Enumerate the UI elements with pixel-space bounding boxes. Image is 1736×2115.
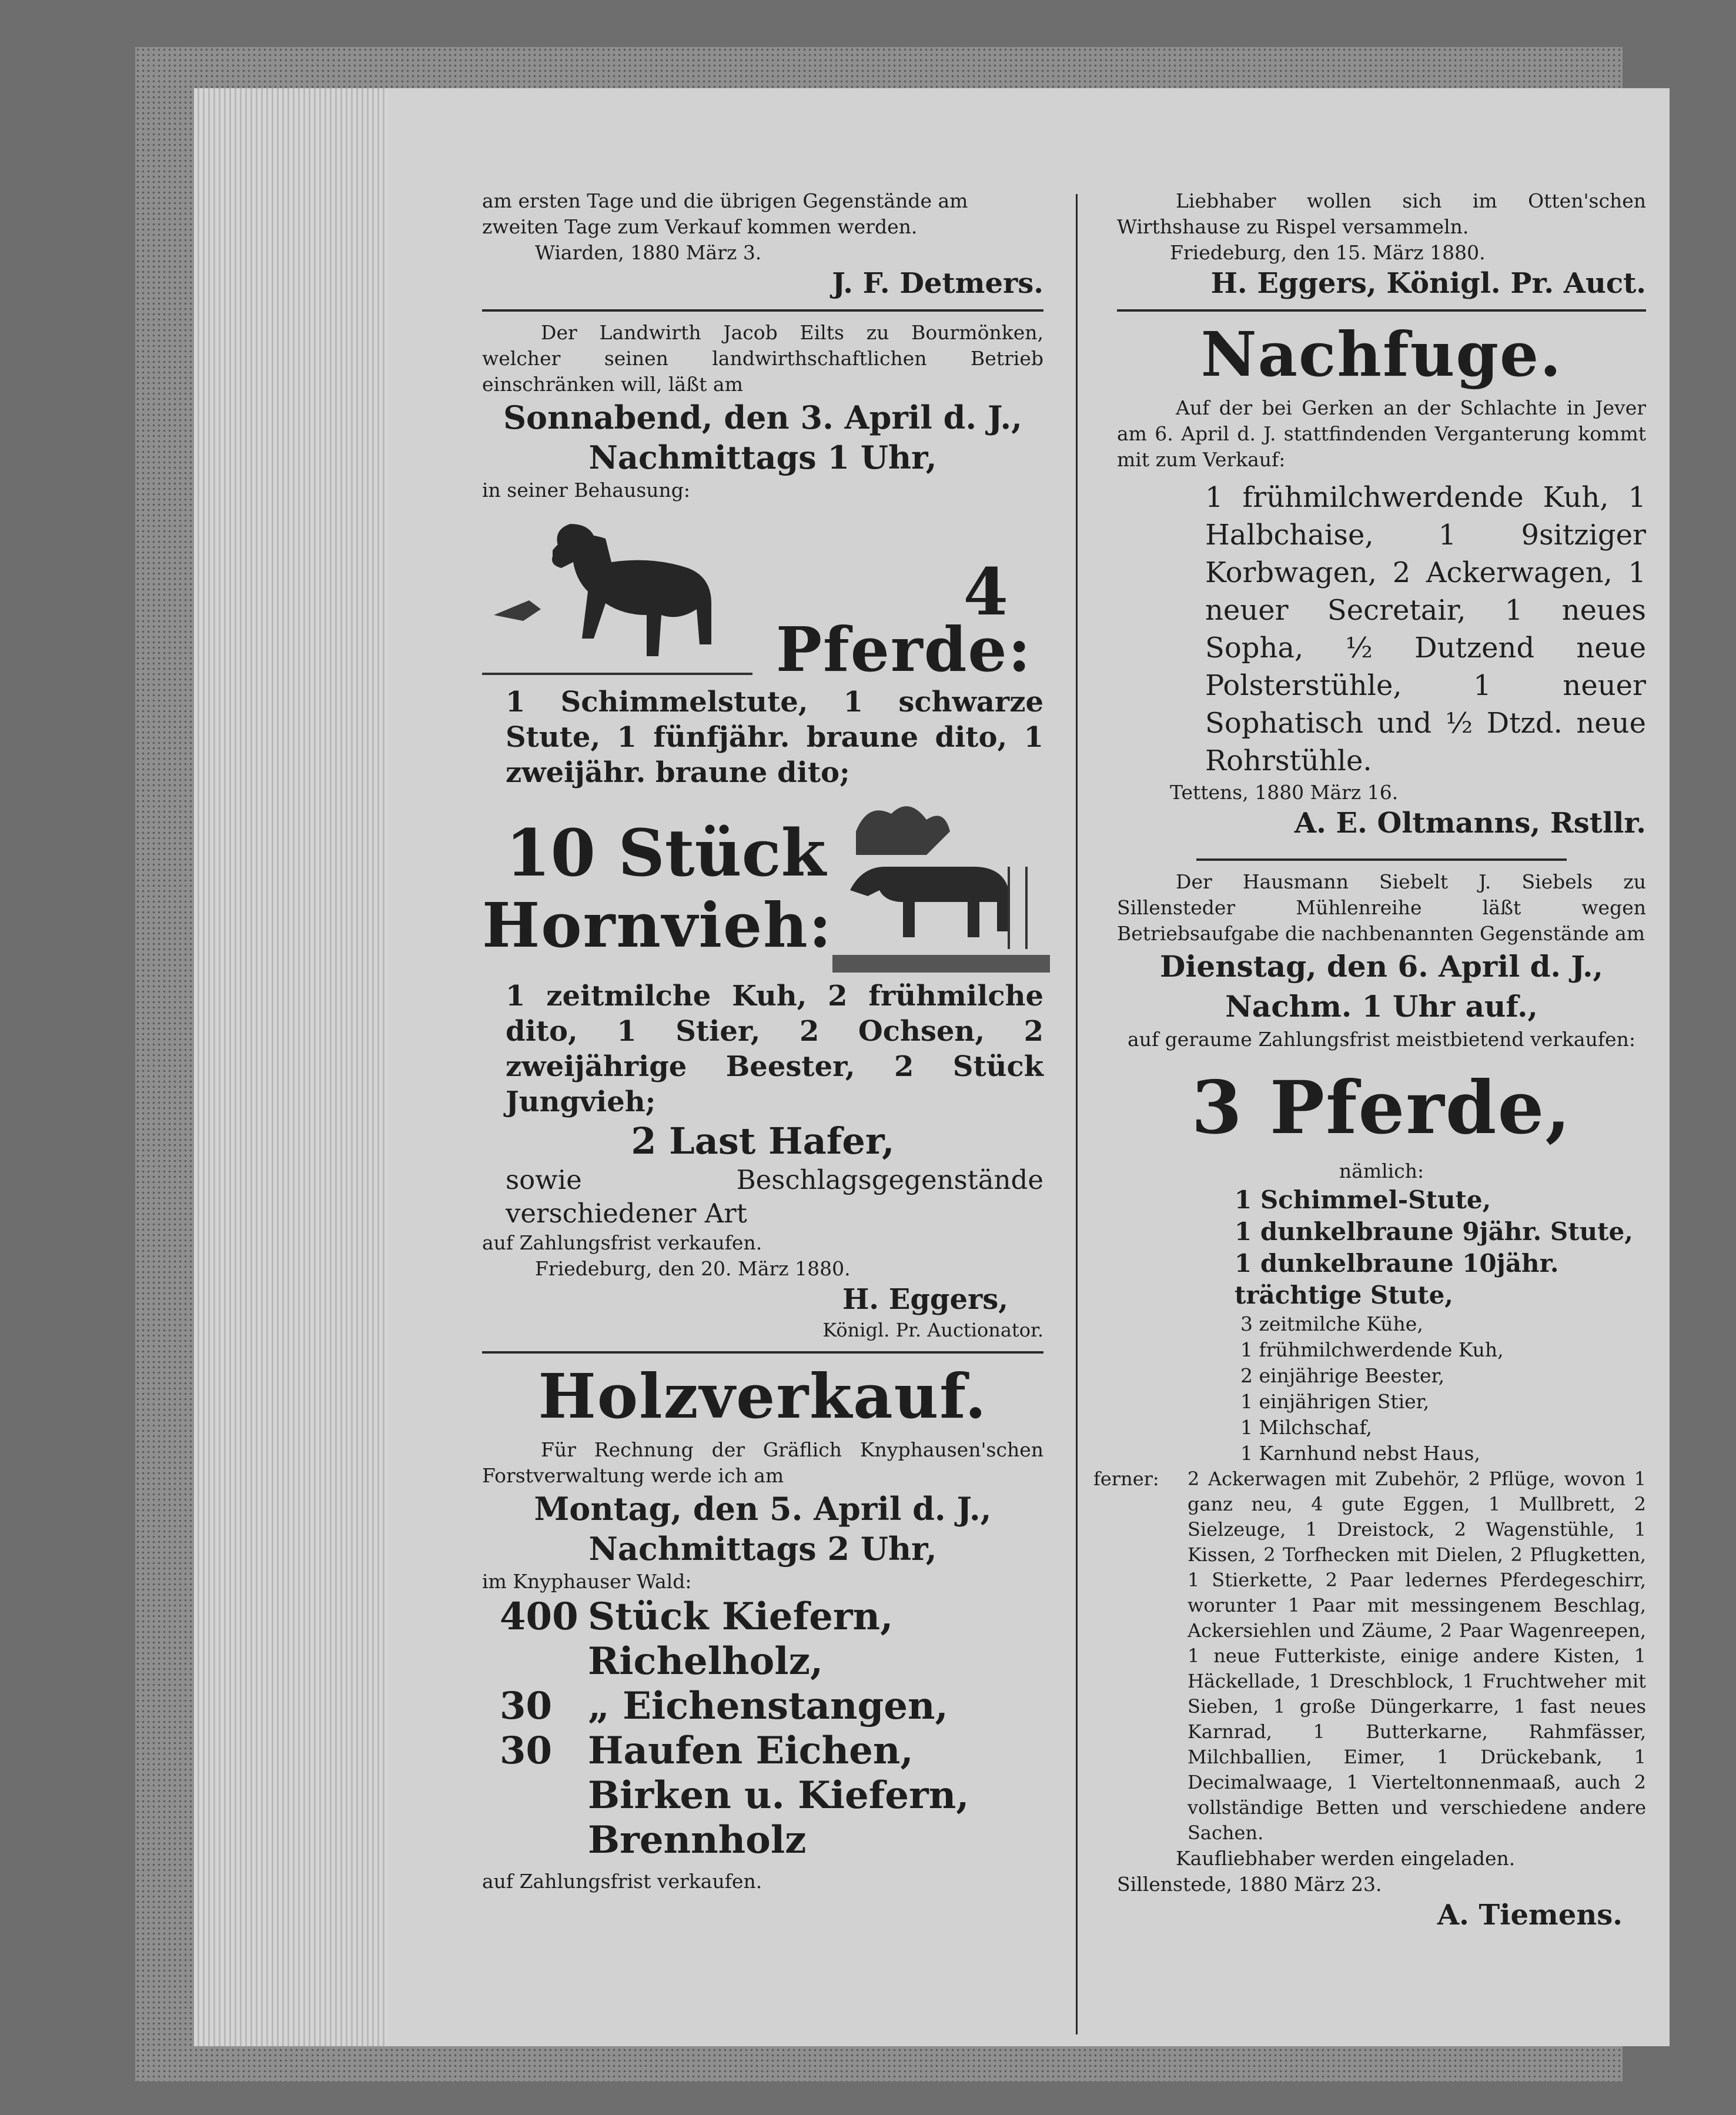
nachfuge-heading: Nachfuge. [1200,318,1563,390]
cattle-heading: Hornvieh: [482,888,833,961]
further-label: ferner: [1093,1468,1159,1490]
wood-quantity: 30 [500,1729,553,1773]
ad-intro: Auf der bei Gerken an der Schlachte in Jever am 6. April d. J. stattfindenden Verganterung kommt mit zum Verkauf: [1117,396,1646,471]
wood-description: „ Eichenstangen, [588,1684,948,1728]
ad-intro: Der Landwirth Jacob Eilts zu Bourmönken, welcher seinen landwirthschaftlichen Betrieb einschränken will, läßt am [482,321,1043,396]
right-column [1093,188,1646,1933]
animal-item: 1 frühmilchwerdende Kuh, [1240,1338,1504,1361]
ad-rispel [1117,188,1646,301]
horse-item: 1 dunkelbraune 10jähr. trächtige Stute, [1235,1249,1559,1309]
cattle-row [482,796,1043,978]
ad-nachfuge [1117,320,1646,841]
column-divider [1076,194,1078,2034]
auction-time: Nachm. 1 Uhr auf., [1225,989,1538,1024]
horse-item: 1 dunkelbraune 9jähr. Stute, [1235,1217,1633,1246]
ad-separator [1196,858,1567,861]
further-text: 2 Ackerwagen mit Zubehör, 2 Pflüge, wovon 1 ganz neu, 4 gute Eggen, 1 Mullbrett, 2 Sielzeuge, 1 Dreistock, 2 Wagenstühle, 1 Kissen, 2 Torfhecken mit Dielen, 2 Pflugketten, 1 Stierkette, 2 Paar ledernes Pferdegeschirr, worunter 1 Paar mit messingenem Beschlag, Ackersiehlen und Zäume, 2 Paar Wagenreepen, 1 neue Futterkiste, einige andere Kisten, 1 Häckellade, 1 Dreschblock, 1 Fruchtweher mit Sieben, 1 große Düngerkarre, 1 fast neues Karnrad, 1 Butterkarne, Rahmfässer, Milchballien, Eimer, 1 Drückebank, 1 Decimalwaage, 1 Vierteltonnenmaaß, auch 2 vollständige Betten und verschiedene andere Sachen. [1188,1468,1646,1844]
animal-item: 3 zeitmilche Kühe, [1240,1312,1423,1335]
ad-date: Sillenstede, 1880 März 23. [1117,1873,1382,1896]
animal-item: 2 einjährige Beester, [1240,1364,1445,1387]
invite-line: Kaufliebhaber werden eingeladen. [1176,1847,1516,1870]
further-items [1093,1466,1646,1846]
cattle-count: 10 Stück [506,814,826,891]
auction-day: Sonnabend, den 3. April d. J., [503,399,1022,436]
wood-item [482,1684,1043,1729]
animal-item: 1 einjährigen Stier, [1240,1390,1430,1413]
horse-heading: Pferde: [775,613,1032,686]
auction-time: Nachmittags 2 Uhr, [588,1530,937,1568]
wood-quantity: 30 [500,1684,553,1728]
ad-detmers [482,188,1043,301]
namely-label: nämlich: [1339,1160,1424,1182]
wood-description: Stück Kiefern, Richelholz, [588,1595,894,1683]
auction-terms: auf Zahlungsfrist verkaufen. [482,1870,762,1893]
auction-day: Dienstag, den 6. April d. J., [1160,949,1603,984]
horse-count: 4 [963,553,1008,630]
ad-signature: A. E. Oltmanns, Rstllr. [1294,807,1646,840]
cattle-items: 1 zeitmilche Kuh, 2 frühmilche dito, 1 Stier, 2 Ochsen, 2 zweijährige Beester, 2 Stück Jungvieh; [506,980,1043,1118]
auction-day: Montag, den 5. April d. J., [534,1490,992,1528]
ad-text-line: Liebhaber wollen sich im Otten'schen Wirthshause zu Rispel versammeln. [1117,189,1646,238]
ad-date: Wiarden, 1880 März 3. [535,241,762,264]
ad-intro: Der Hausmann Siebelt J. Siebels zu Sillensteder Mühlenreihe läßt wegen Betriebsaufgabe die nachbenannten Gegenstände am [1117,870,1646,945]
animal-item: 1 Karnhund nebst Haus, [1240,1442,1480,1465]
ad-separator [482,1351,1043,1354]
wood-quantity: 400 [500,1595,578,1639]
oats-item: 2 Last Hafer, [631,1120,895,1162]
ad-text-line: zweiten Tage zum Verkauf kommen werden. [482,215,918,238]
auction-place: im Knyphauser Wald: [482,1570,692,1593]
cattle-illustration [832,796,1050,978]
ad-date: Friedeburg, den 20. März 1880. [535,1257,851,1280]
ad-siebels-auction [1093,869,1646,1933]
ad-text-line: am ersten Tage und die übrigen Gegenstände am [482,189,968,212]
ad-holzverkauf [482,1362,1043,1895]
horse-items: 1 Schimmelstute, 1 schwarze Stute, 1 fünfjähr. braune dito, 1 zweijähr. braune dito; [506,686,1043,789]
ad-intro: Für Rechnung der Gräflich Knyphausen'schen Forstverwaltung werde ich am [482,1438,1043,1487]
auction-terms: auf geraume Zahlungsfrist meistbietend verkaufen: [1128,1028,1635,1051]
ad-signature: H. Eggers, [842,1283,1008,1316]
ad-date: Tettens, 1880 März 16. [1170,781,1399,804]
wood-item [482,1729,1043,1863]
ad-signature: A. Tiemens. [1437,1899,1623,1932]
horse-item: 1 Schimmel-Stute, [1235,1185,1491,1214]
ad-signature-title: Königl. Pr. Auctionator. [822,1319,1043,1341]
horses-heading: 3 Pferde, [1191,1065,1572,1151]
ad-signature: H. Eggers, Königl. Pr. Auct. [1210,267,1646,300]
ad-eilts-auction [482,320,1043,1343]
ad-separator [1117,309,1646,312]
ad-separator [482,309,1043,312]
horse-illustration [482,503,758,680]
newspaper-page [388,88,1670,2046]
animal-item: 1 Milchschaf, [1240,1416,1372,1439]
ad-signature: J. F. Detmers. [832,267,1043,300]
wood-sale-heading: Holzverkauf. [538,1360,988,1432]
cattle-text-block [482,815,832,960]
auction-terms: auf Zahlungsfrist verkaufen. [482,1231,762,1254]
misc-items: sowie Beschlagsgegenstände verschiedener Art [506,1164,1043,1229]
wood-item [482,1595,1043,1684]
left-column [482,188,1043,1895]
auction-place: in seiner Behausung: [482,479,691,502]
wood-description: Haufen Eichen, Birken u. Kiefern, Brennholz [588,1729,969,1862]
auction-time: Nachmittags 1 Uhr, [588,439,937,476]
page-edges [194,88,394,2046]
ad-date: Friedeburg, den 15. März 1880. [1170,241,1486,264]
sale-items: 1 frühmilchwerdende Kuh, 1 Halbchaise, 1 9sitziger Korbwagen, 2 Ackerwagen, 1 neuer Secretair, 1 neues Sopha, ½ Dutzend neue Polsterstühle, 1 neuer Sophatisch und ½ Dtzd. neue Rohrstühle. [1205,481,1646,777]
